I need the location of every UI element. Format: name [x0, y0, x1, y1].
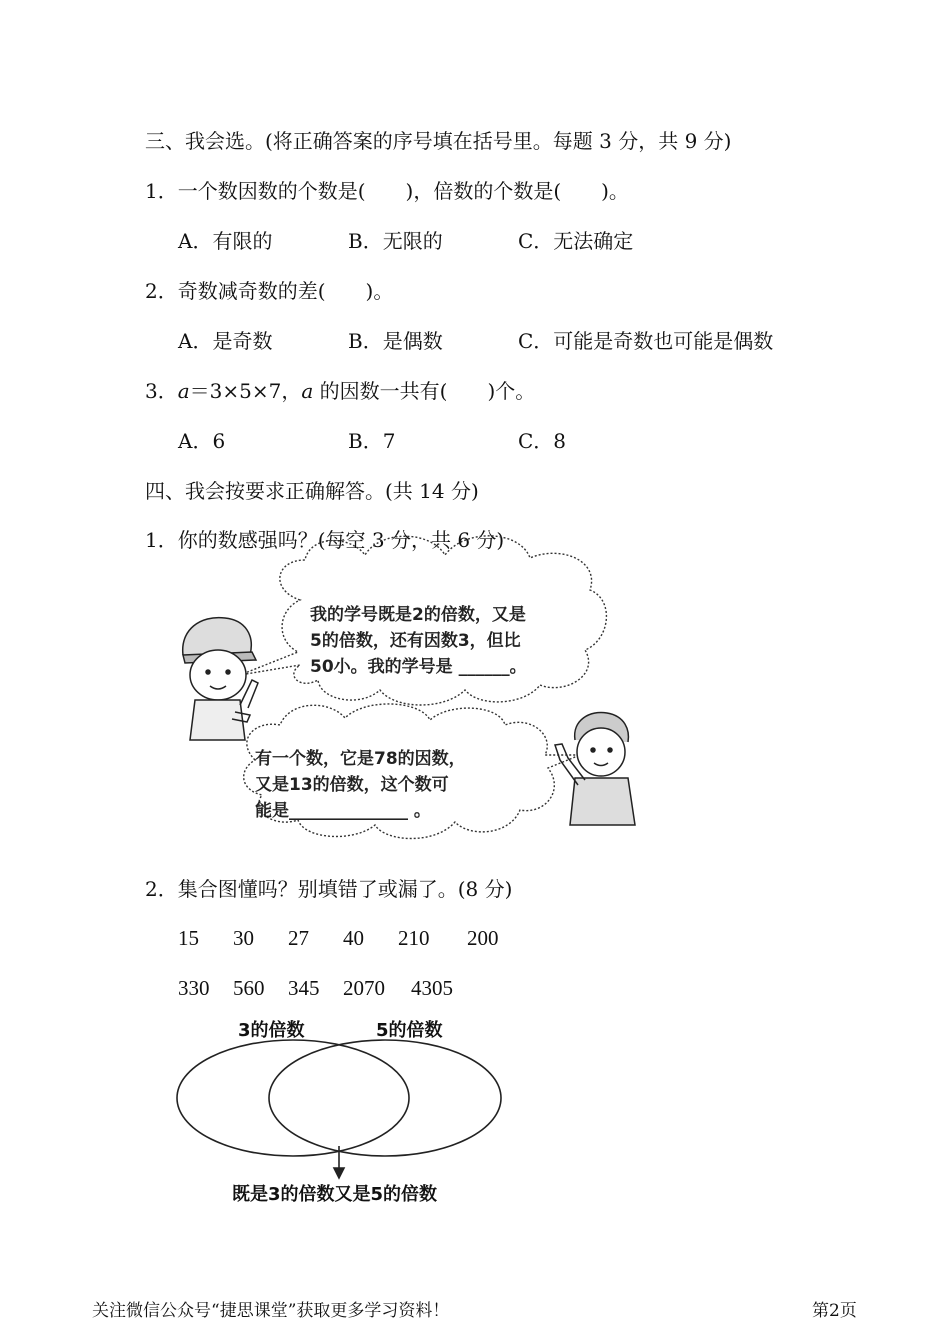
number-item: 345	[288, 976, 320, 1000]
number-item: 40	[343, 926, 364, 950]
number-item: 210	[398, 926, 430, 950]
q1-option-a: A．有限的	[178, 229, 273, 253]
q1-option-c: C．无法确定	[518, 229, 634, 253]
q3-prefix: 3．	[145, 379, 178, 403]
venn-arrow-head	[334, 1168, 344, 1178]
bubble2-line2: 又是13的倍数，这个数可	[255, 775, 449, 795]
venn-right-label: 5的倍数	[376, 1020, 443, 1041]
venn-left-label: 3的倍数	[238, 1020, 305, 1041]
q3-option-b: B．7	[348, 429, 396, 453]
bubble1-line2: 5的倍数，还有因数3，但比	[310, 631, 521, 651]
bubble2-line1: 有一个数，它是78的因数，	[255, 749, 466, 769]
bubble1-line1: 我的学号既是2的倍数，又是	[310, 605, 526, 625]
number-item: 330	[178, 976, 210, 1000]
q3-suffix: 的因数一共有( )个。	[313, 379, 536, 403]
number-item: 15	[178, 926, 199, 950]
number-item: 560	[233, 976, 265, 1000]
q2-option-c: C．可能是奇数也可能是偶数	[518, 329, 774, 353]
q2-option-b: B．是偶数	[348, 329, 443, 353]
question-4-2: 2．集合图懂吗？别填错了或漏了。(8 分)	[145, 877, 513, 901]
q3-option-c: C．8	[518, 429, 567, 453]
number-item: 30	[233, 926, 254, 950]
question-1: 1．一个数因数的个数是( )，倍数的个数是( )。	[145, 179, 629, 203]
footer-note: 关注微信公众号“捷思课堂”获取更多学习资料！	[92, 1301, 450, 1321]
bubble2-line3: 能是______________ 。	[255, 801, 431, 821]
venn-bottom-label: 既是3的倍数又是5的倍数	[232, 1184, 438, 1205]
venn-right-ellipse	[269, 1040, 501, 1156]
section4-title: 四、我会按要求正确解答。(共 14 分)	[145, 479, 479, 503]
boy-with-cap-icon	[183, 618, 258, 740]
venn-left-ellipse	[177, 1040, 409, 1156]
q3-var-a-2: a	[301, 379, 314, 403]
number-item: 4305	[411, 976, 453, 1000]
q3-expression: ＝3×5×7，	[189, 379, 302, 403]
venn-diagram	[177, 1040, 501, 1178]
question-2: 2．奇数减奇数的差( )。	[145, 279, 394, 303]
number-item: 27	[288, 926, 309, 950]
boy-pointing-icon	[555, 712, 635, 825]
number-item: 200	[467, 926, 499, 950]
question-4-1: 1．你的数感强吗？(每空 3 分，共 6 分)	[145, 528, 505, 552]
q2-option-a: A．是奇数	[178, 329, 273, 353]
q3-var-a: a	[177, 379, 190, 403]
number-item: 2070	[343, 976, 385, 1000]
bubble1-line3: 50小。我的学号是 ______。	[310, 657, 527, 677]
page-number: 第2页	[812, 1301, 857, 1321]
section3-title: 三、我会选。(将正确答案的序号填在括号里。每题 3 分，共 9 分)	[145, 129, 732, 153]
q3-option-a: A．6	[178, 429, 226, 453]
q1-option-b: B．无限的	[348, 229, 443, 253]
